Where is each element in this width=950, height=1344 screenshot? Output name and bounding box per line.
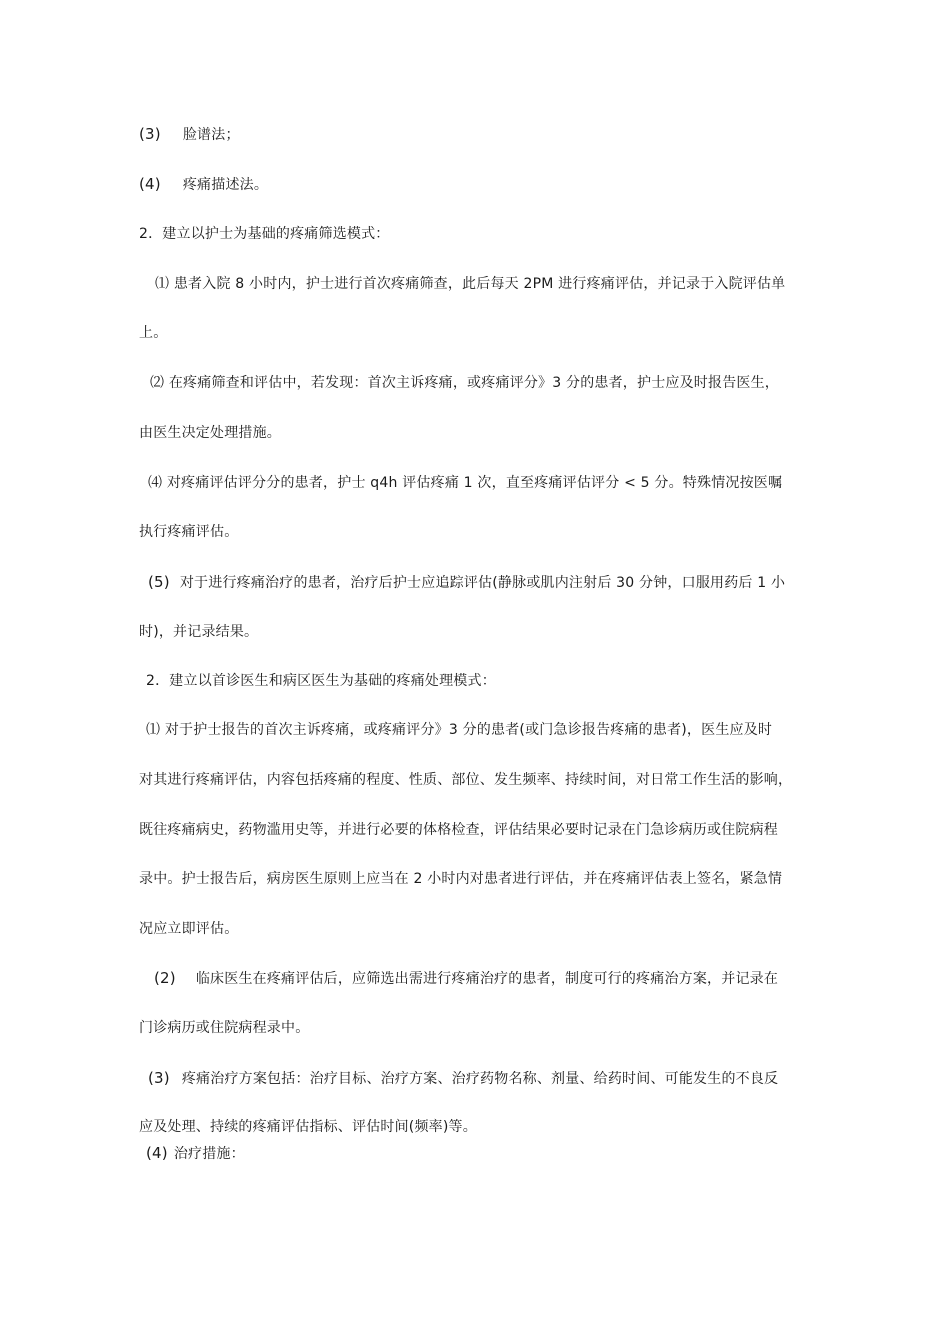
paragraph-line [139,522,238,542]
list-number: (5) [148,573,170,591]
heading-text: 2．建立以首诊医生和病区医生为基础的疼痛处理模式： [146,673,496,689]
list-number: (4) [146,1144,168,1162]
paragraph-text: 疼痛治疗方案包括：治疗目标、治疗方案、治疗药物名称、剂量、给药时间、可能发生的不良反 [181,1071,779,1087]
paragraph-line [139,919,238,939]
paragraph-text: ⑵ 在疼痛筛查和评估中，若发现：首次主诉疼痛，或疼痛评分》3 分的患者，护士应及时报告医生， [150,375,780,391]
paragraph-text: 对其进行疼痛评估，内容包括疼痛的程度、性质、部位、发生频率、持续时间，对日常工作生活的影响， [139,772,793,788]
paragraph-text: 临床医生在疼痛评估后，应筛选出需进行疼痛治疗的患者，制度可行的疼痛治方案，并记录在 [195,971,779,987]
list-item-3 [139,124,240,145]
paragraph-line [139,869,782,889]
list-item-2 [154,968,778,989]
list-number: (2) [154,969,176,987]
paragraph-text: ⑷ 对疼痛评估评分分的患者，护士 q4h 评估疼痛 1 次，直至疼痛评估评分 < 5 分。特殊情况按医嘱 [148,475,783,491]
paragraph-line [139,1018,309,1038]
list-item-3b [148,1068,778,1089]
heading-text: 2．建立以护士为基础的疼痛筛选模式： [139,226,390,242]
section-heading [139,224,390,244]
paragraph-text: 上。 [139,325,168,341]
paragraph-line [139,820,778,840]
paragraph-line [148,473,782,493]
list-item-5 [148,572,785,593]
paragraph-text: 疼痛描述法。 [182,177,269,193]
paragraph-line [155,274,785,294]
paragraph-text: 况应立即评估。 [139,921,239,937]
paragraph-line [146,720,772,740]
section-heading [146,671,496,691]
paragraph-line [139,1117,477,1137]
paragraph-text: 治疗措施： [173,1146,245,1162]
list-item-4b [146,1143,245,1164]
paragraph-text: 由医生决定处理措施。 [139,425,281,441]
list-number: (3) [139,125,161,143]
paragraph-line [139,622,258,642]
paragraph-text: 既往疼痛病史，药物滥用史等，并进行必要的体格检查，评估结果必要时记录在门急诊病历或住院病程 [139,822,778,838]
list-number: (3) [148,1069,170,1087]
paragraph-text: 脸谱法； [182,127,240,143]
paragraph-text: 对于进行疼痛治疗的患者，治疗后护士应追踪评估(静脉或肌内注射后 30 分钟，口服用药后 1 小 [179,575,786,591]
list-number: (4) [139,175,161,193]
paragraph-text: 执行疼痛评估。 [139,524,239,540]
paragraph-text: 应及处理、持续的疼痛评估指标、评估时间(频率)等。 [139,1119,477,1135]
paragraph-text: ⑴ 患者入院 8 小时内，护士进行首次疼痛筛查，此后每天 2PM 进行疼痛评估，并记录于入院评估单 [155,276,786,292]
paragraph-line [139,423,281,443]
paragraph-text: 录中。护士报告后，病房医生原则上应当在 2 小时内对患者进行评估，并在疼痛评估表上签名，紧急情 [139,871,783,887]
paragraph-text: ⑴ 对于护士报告的首次主诉疼痛，或疼痛评分》3 分的患者(或门急诊报告疼痛的患者)，医生应及时 [146,722,773,738]
paragraph-text: 门诊病历或住院病程录中。 [139,1020,310,1036]
paragraph-line [139,770,792,790]
list-item-4 [139,174,268,195]
paragraph-line [139,323,167,343]
paragraph-line [150,373,779,393]
paragraph-text: 时)，并记录结果。 [139,624,259,640]
